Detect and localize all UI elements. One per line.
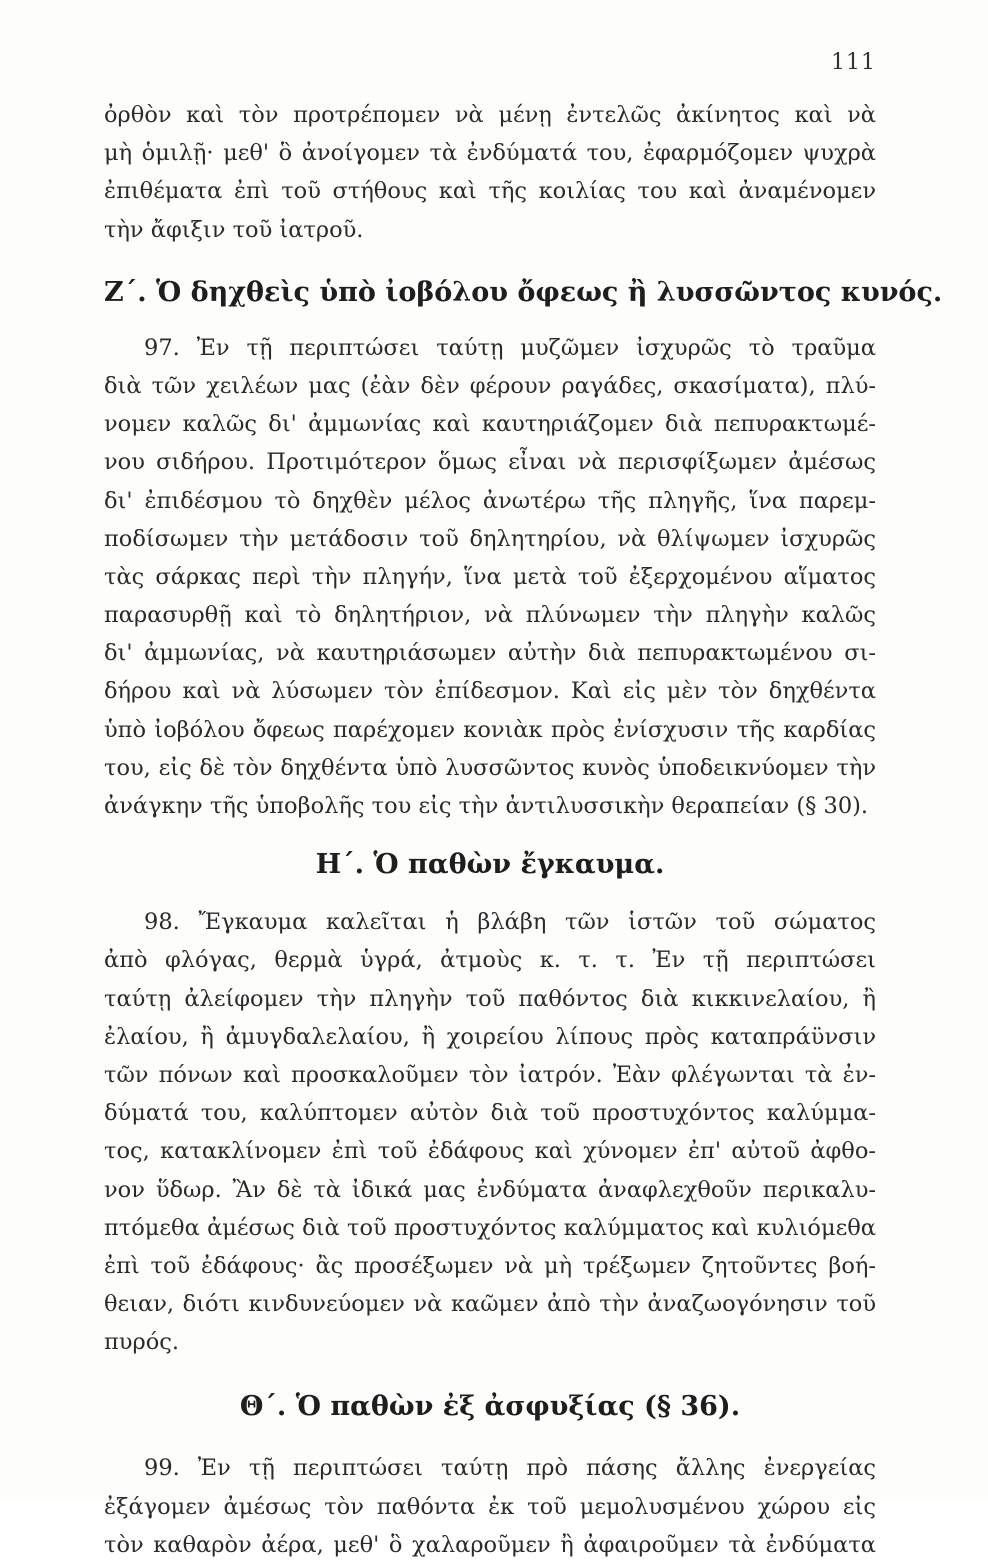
text-line: ἐπιθέματα ἐπὶ τοῦ στήθους καὶ τῆς κοιλίας του καὶ ἀναμένομεν bbox=[104, 178, 876, 205]
text-line: δι' ἐπιδέσμου τὸ δηχθὲν μέλος ἀνωτέρω τῆς πληγῆς, ἵνα παρεμ- bbox=[104, 487, 876, 514]
text-line: ταύτῃ ἀλείφομεν τὴν πληγὴν τοῦ παθόντος διὰ κικκινελαίου, ἢ bbox=[104, 985, 876, 1012]
section-heading-z: Ζ΄. Ὁ δηχθεὶς ὑπὸ ἰοβόλου ὄφεως ἢ λυσσῶντος κυνός. bbox=[104, 276, 943, 308]
text-line: διὰ τῶν χειλέων μας (ἐὰν δὲν φέρουν ραγάδες, σκασίματα), πλύ- bbox=[104, 372, 876, 399]
text-line: ἀνάγκην τῆς ὑποβολῆς του εἰς τὴν ἀντιλυσσικὴν θεραπείαν (§ 30). bbox=[104, 793, 869, 819]
text-line: θειαν, διότι κινδυνεύομεν νὰ καῶμεν ἀπὸ τὴν ἀναζωογόνησιν τοῦ bbox=[104, 1291, 876, 1318]
text-line: δήρου καὶ νὰ λύσωμεν τὸν ἐπίδεσμον. Καὶ εἰς μὲν τὸν δηχθέντα bbox=[104, 678, 876, 705]
paragraph-99 bbox=[104, 1449, 876, 1564]
text-line: 98. Ἔγκαυμα καλεῖται ἡ βλάβη τῶν ἱστῶν τοῦ σώματος bbox=[144, 909, 876, 936]
paragraph-98 bbox=[104, 903, 876, 1361]
text-line: δι' ἀμμωνίας, νὰ καυτηριάσωμεν αὐτὴν διὰ πεπυρακτωμένου σι- bbox=[104, 640, 876, 667]
text-line: παρασυρθῇ καὶ τὸ δηλητήριον, νὰ πλύνωμεν τὴν πληγὴν καλῶς bbox=[104, 602, 876, 629]
text-line: ἀπὸ φλόγας, θερμὰ ὑγρά, ἀτμοὺς κ. τ. τ. Ἐν τῇ περιπτώσει bbox=[104, 947, 876, 974]
text-line: τὸν καθαρὸν ἀέρα, μεθ' ὃ χαλαροῦμεν ἢ ἀφαιροῦμεν τὰ ἐνδύματα bbox=[104, 1531, 876, 1558]
text-line: ἐπὶ τοῦ ἐδάφους· ἂς προσέξωμεν νὰ μὴ τρέξωμεν ζητοῦντες βοή- bbox=[104, 1252, 876, 1279]
section-heading-h: Η΄. Ὁ παθὼν ἔγκαυμα. bbox=[315, 849, 665, 881]
text-line: νον ὕδωρ. Ἂν δὲ τὰ ἰδικά μας ἐνδύματα ἀναφλεχθοῦν περικαλυ- bbox=[104, 1176, 876, 1203]
text-line: ἐλαίου, ἢ ἀμυγδαλελαίου, ἢ χοιρείου λίπους πρὸς καταπράϋνσιν bbox=[104, 1023, 876, 1050]
text-line: ποδίσωμεν τὴν μετάδοσιν τοῦ δηλητηρίου, νὰ θλίψωμεν ἰσχυρῶς bbox=[104, 525, 876, 552]
text-line: του, εἰς δὲ τὸν δηχθέντα ὑπὸ λυσσῶντος κυνὸς ὑποδεικνύομεν τὴν bbox=[104, 754, 876, 781]
text-line: πυρός. bbox=[104, 1329, 179, 1356]
text-line: μὴ ὁμιλῇ· μεθ' ὃ ἀνοίγομεν τὰ ἐνδύματά του, ἐφαρμόζομεν ψυχρὰ bbox=[104, 140, 876, 167]
text-line: τὰς σάρκας περὶ τὴν πληγήν, ἵνα μετὰ τοῦ ἐξερχομένου αἵματος bbox=[104, 563, 876, 590]
text-line: τὴν ἄφιξιν τοῦ ἰατροῦ. bbox=[104, 216, 364, 243]
text-line: 97. Ἐν τῇ περιπτώσει ταύτῃ μυζῶμεν ἰσχυρῶς τὸ τραῦμα bbox=[144, 334, 876, 361]
text-line: πτόμεθα ἀμέσως διὰ τοῦ προστυχόντος καλύμματος καὶ κυλιόμεθα bbox=[104, 1214, 876, 1241]
page-body bbox=[104, 96, 943, 1564]
text-line: 99. Ἐν τῇ περιπτώσει ταύτῃ πρὸ πάσης ἄλλης ἐνεργείας bbox=[144, 1455, 876, 1482]
text-line: ὑπὸ ἰοβόλου ὄφεως παρέχομεν κονιὰκ πρὸς ἐνίσχυσιν τῆς καρδίας bbox=[104, 716, 876, 743]
page-number: 111 bbox=[831, 50, 876, 75]
paragraph-96-continuation bbox=[104, 96, 876, 249]
paragraph-97 bbox=[104, 329, 876, 825]
text-line: τῶν πόνων καὶ προσκαλοῦμεν τὸν ἰατρόν. Ἐὰν φλέγωνται τὰ ἐν- bbox=[104, 1061, 876, 1088]
text-line: ὀρθὸν καὶ τὸν προτρέπομεν νὰ μένῃ ἐντελῶς ἀκίνητος καὶ νὰ bbox=[104, 102, 876, 128]
text-line: νου σιδήρου. Προτιμότερον ὅμως εἶναι νὰ περισφίξωμεν ἀμέσως bbox=[104, 449, 876, 476]
text-line: τος, κατακλίνομεν ἐπὶ τοῦ ἐδάφους καὶ χύνομεν ἐπ' αὐτοῦ ἀφθο- bbox=[104, 1138, 876, 1165]
text-line: νομεν καλῶς δι' ἀμμωνίας καὶ καυτηριάζομεν διὰ πεπυρακτωμέ- bbox=[104, 411, 876, 438]
text-line: ἐξάγομεν ἀμέσως τὸν παθόντα ἐκ τοῦ μεμολυσμένου χώρου εἰς bbox=[104, 1493, 876, 1520]
text-line: δύματά του, καλύπτομεν αὐτὸν διὰ τοῦ προστυχόντος καλύμμα- bbox=[104, 1100, 876, 1127]
section-heading-th: Θ΄. Ὁ παθὼν ἐξ ἀσφυξίας (§ 36). bbox=[239, 1391, 741, 1423]
